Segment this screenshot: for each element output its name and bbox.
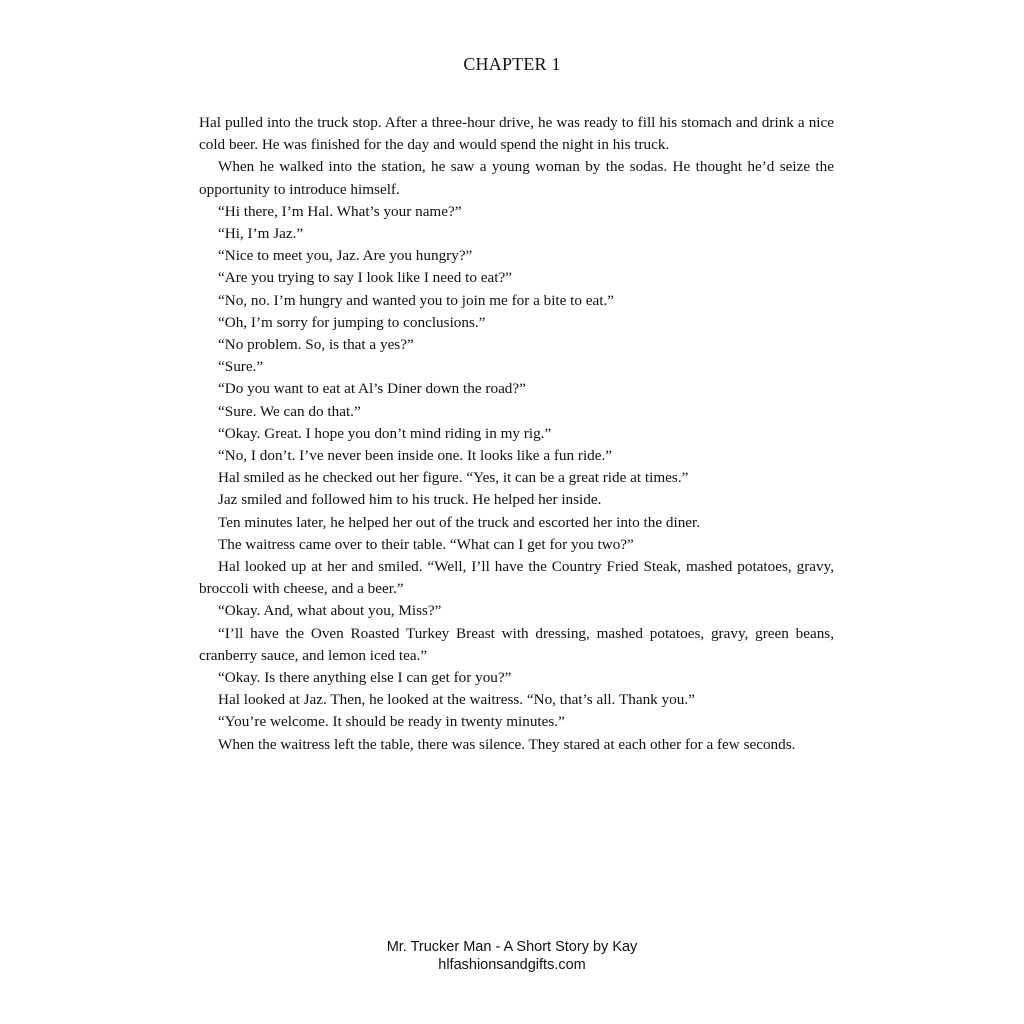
paragraph: Ten minutes later, he helped her out of the truck and escorted her into the diner.: [218, 513, 701, 531]
paragraph: “Do you want to eat at Al’s Diner down the road?”: [218, 380, 526, 398]
paragraph: “No problem. So, is that a yes?”: [218, 336, 414, 354]
footer-website: hlfashionsandgifts.com: [438, 957, 586, 973]
paragraph: “No, no. I’m hungry and wanted you to join me for a bite to eat.”: [218, 291, 615, 309]
paragraph: “Hi, I’m Jaz.”: [218, 225, 304, 243]
paragraph: “Okay. And, what about you, Miss?”: [218, 602, 442, 620]
paragraph: “No, I don’t. I’ve never been inside one. It looks like a fun ride.”: [218, 447, 613, 465]
paragraph: When he walked into the station, he saw a young woman by the sodas. He thought he’d seize the opportunity to introduce himself.: [199, 158, 834, 198]
paragraph: Hal looked up at her and smiled. “Well, I’ll have the Country Fried Steak, mashed potatoes, gravy, broccoli with cheese, and a beer.”: [199, 558, 834, 598]
paragraph: “Nice to meet you, Jaz. Are you hungry?”: [218, 247, 473, 265]
chapter-title: CHAPTER 1: [463, 54, 561, 74]
paragraph: “Hi there, I’m Hal. What’s your name?”: [218, 202, 462, 220]
paragraph: “I’ll have the Oven Roasted Turkey Breast with dressing, mashed potatoes, gravy, green beans, cranberry sauce, and lemon iced tea.”: [199, 624, 834, 664]
paragraph: The waitress came over to their table. “What can I get for you two?”: [218, 535, 634, 553]
footer-book-title: Mr. Trucker Man - A Short Story by Kay: [386, 939, 638, 955]
paragraph: “Okay. Is there anything else I can get for you?”: [218, 669, 512, 687]
story-body: [199, 112, 834, 756]
paragraph: “Sure. We can do that.”: [218, 402, 361, 420]
paragraph: Jaz smiled and followed him to his truck. He helped her inside.: [218, 491, 602, 509]
paragraph: “You’re welcome. It should be ready in twenty minutes.”: [218, 713, 565, 731]
paragraph: “Sure.”: [218, 358, 264, 376]
paragraph: “Are you trying to say I look like I need to eat?”: [218, 269, 512, 287]
paragraph: “Oh, I’m sorry for jumping to conclusions.”: [218, 313, 486, 331]
paragraph: Hal pulled into the truck stop. After a three-hour drive, he was ready to fill his stomach and drink a nice cold beer. He was finished for the day and would spend the night in his truck.: [199, 114, 834, 154]
paragraph: When the waitress left the table, there was silence. They stared at each other for a few seconds.: [218, 735, 796, 753]
paragraph: Hal smiled as he checked out her figure. “Yes, it can be a great ride at times.”: [218, 469, 689, 487]
paragraph: “Okay. Great. I hope you don’t mind riding in my rig.”: [218, 424, 552, 442]
page-footer: [0, 938, 1024, 974]
paragraph: Hal looked at Jaz. Then, he looked at the waitress. “No, that’s all. Thank you.”: [218, 691, 695, 709]
